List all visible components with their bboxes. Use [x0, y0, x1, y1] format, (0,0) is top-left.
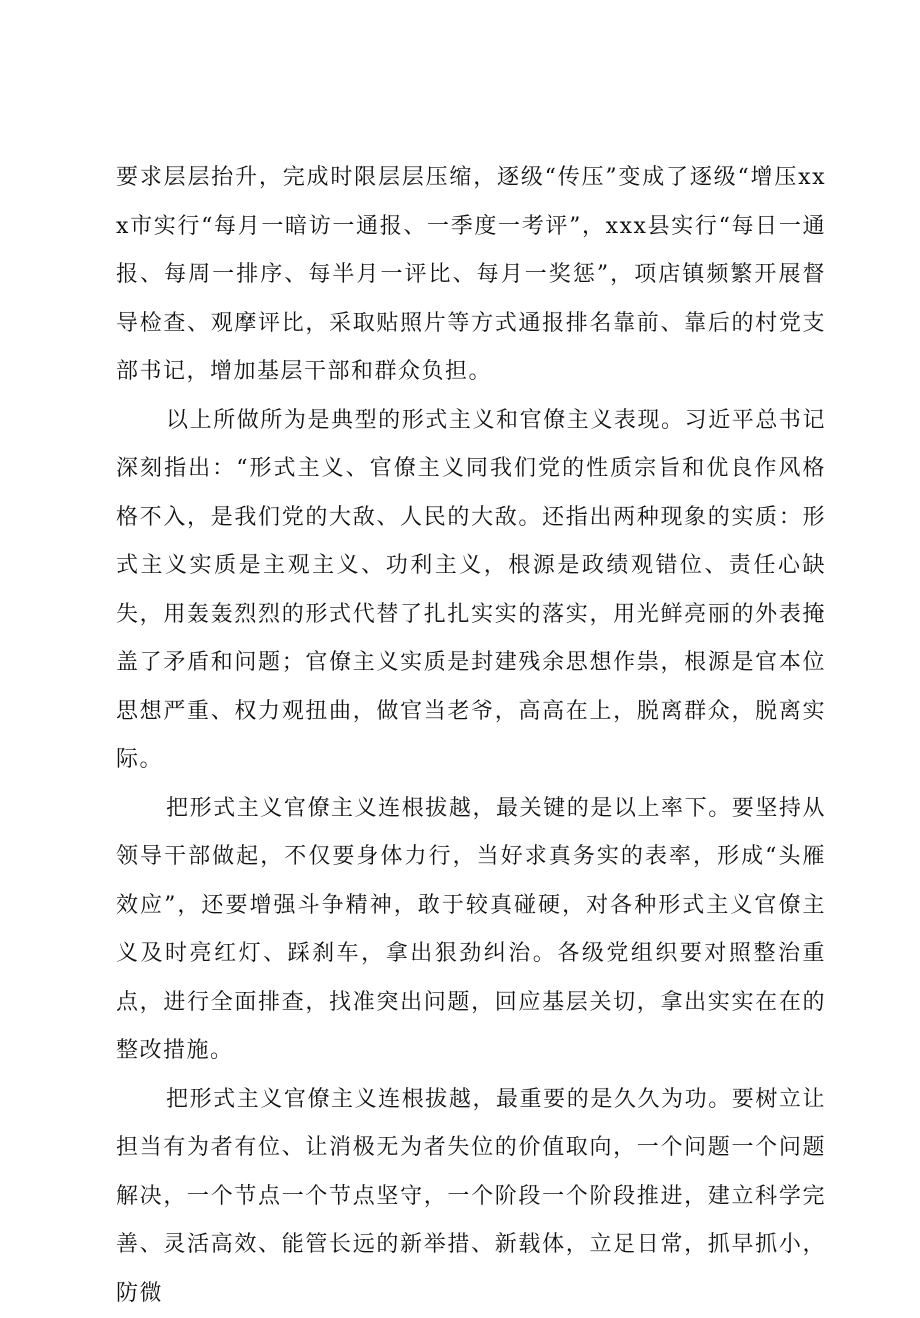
paragraph-2: 以上所做所为是典型的形式主义和官僚主义表现。习近平总书记深刻指出：“形式主义、官僚主义同我们党的性质宗旨和优良作风格格不入，是我们党的大敌、人民的大敌。还指出两种现象的实质：形式主义实质是主观主义、功利主义，根源是政绩观错位、责任心缺失，用轰轰烈烈的形式代替了扎扎实实的落实，用光鲜亮丽的外表掩盖了矛盾和问题；官僚主义实质是封建残余思想作祟，根源是官本位思想严重、权力观扭曲，做官当老爷，高高在上，脱离群众，脱离实际。 [116, 397, 826, 785]
paragraph-4: 把形式主义官僚主义连根拔越，最重要的是久久为功。要树立让担当有为者有位、让消极无为者失位的价值取向，一个问题一个问题解决，一个节点一个节点坚守，一个阶段一个阶段推进，建立科学完善、灵活高效、能管长远的新举措、新载体，立足日常，抓早抓小，防微 [116, 1076, 826, 1318]
paragraph-1: 要求层层抬升，完成时限层层压缩，逐级“传压”变成了逐级“增压xxx市实行“每月一暗访一通报、一季度一考评”，xxx县实行“每日一通报、每周一排序、每半月一评比、每月一奖惩”，项店镇频繁开展督导检查、观摩评比，采取贴照片等方式通报排名靠前、靠后的村党支部书记，增加基层干部和群众负担。 [116, 154, 826, 397]
paragraph-3: 把形式主义官僚主义连根拔越，最关键的是以上率下。要坚持从领导干部做起，不仅要身体力行，当好求真务实的表率，形成“头雁效应”，还要增强斗争精神，敢于较真碰硬，对各种形式主义官僚主义及时亮红灯、踩刹车，拿出狠劲纠治。各级党组织要对照整治重点，进行全面排查，找准突出问题，回应基层关切，拿出实实在在的整改措施。 [116, 785, 826, 1076]
document-body [116, 154, 826, 1318]
